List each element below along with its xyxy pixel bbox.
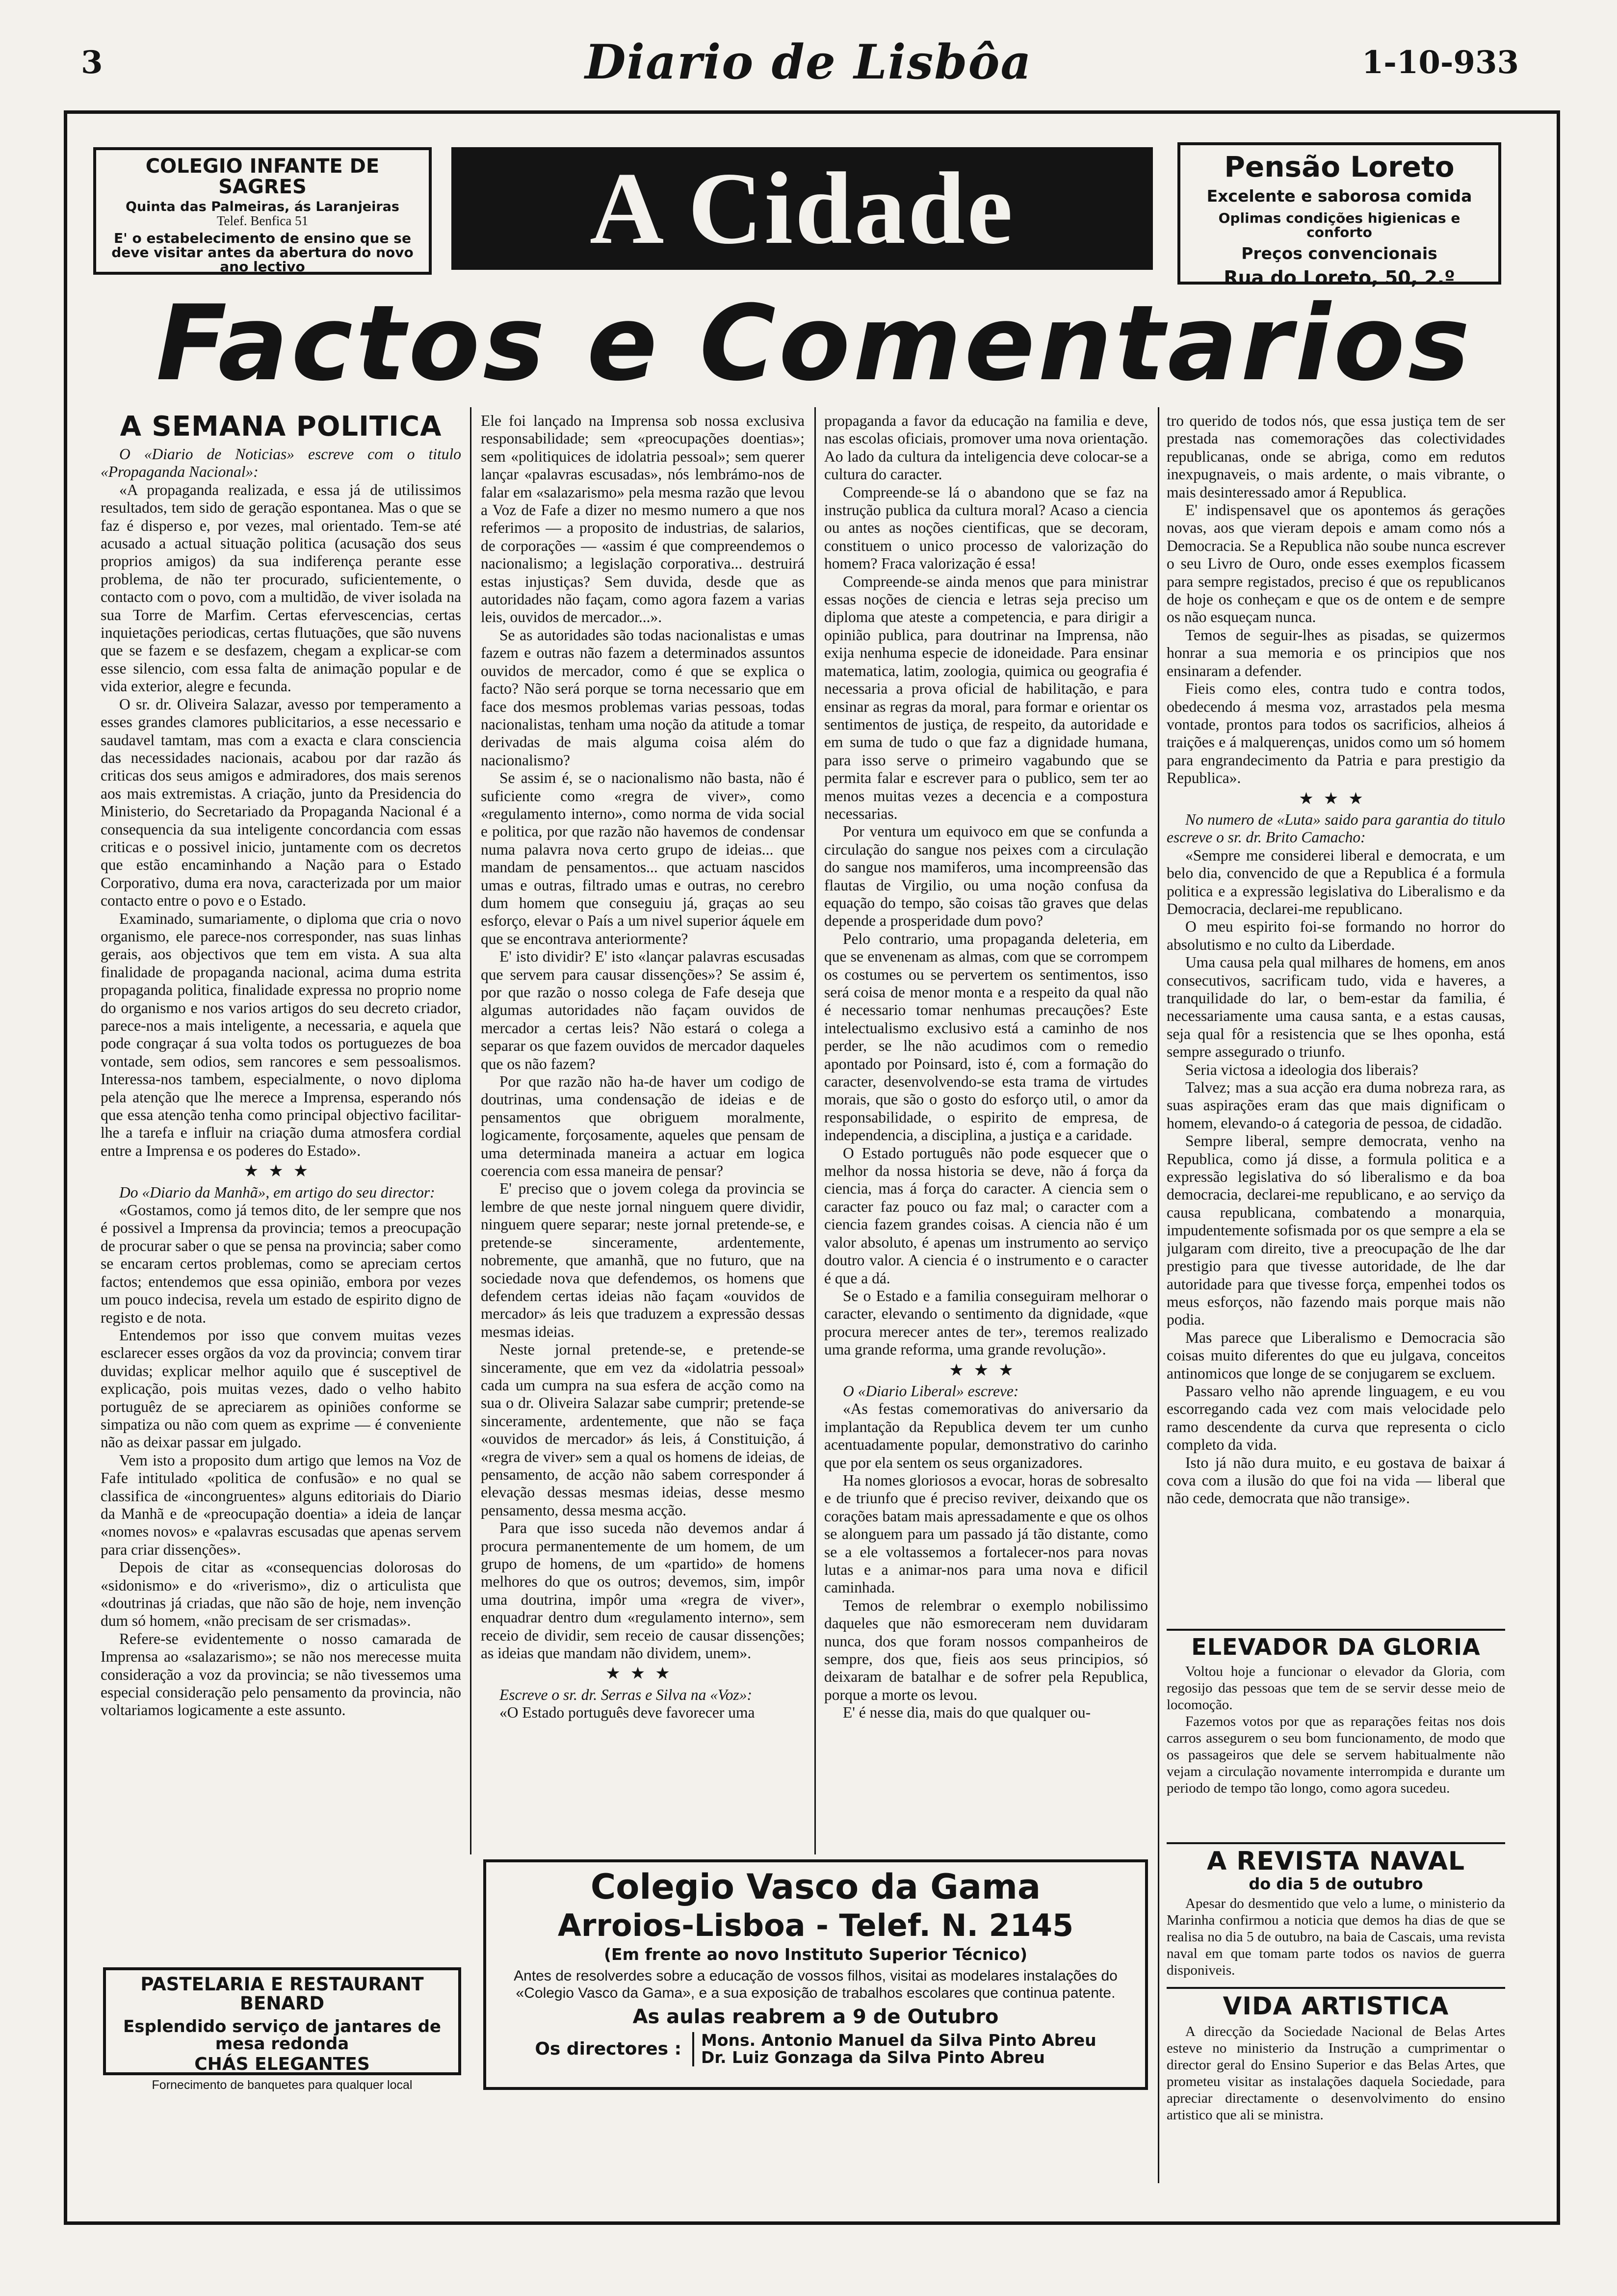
paragraph: Por ventura um equivoco em que se confunda a circulação do sangue nos peixes com a circulação do sangue nos mamiferos, uma incompreensão das flautas de Virgilio, ou uma noção confusa da equação do tempo, são coisas tão graves que delas depende a prosperidade dum povo? bbox=[824, 823, 1148, 930]
article-revista-naval bbox=[1167, 1847, 1505, 1984]
paragraph: Vem isto a proposito dum artigo que lemos na Voz de Fafe intitulado «politica de confusão» e no qual se classifica de «incongruentes» alguns editoriais do Diario da Manhã e de «preocupação doentia» a ideia de lançar «nomes novos» e «palavras escusadas que apenas servem para criar dissenções». bbox=[101, 1451, 461, 1558]
ad-line: Oplimas condições higienicas e conforto bbox=[1218, 209, 1461, 240]
paragraph: Ha nomes gloriosos a evocar, horas de sobresalto e de triunfo que é preciso reviver, deixando que os corações batam mais apressadamente e que os olhos se alonguem para um passado já tão distante, como se a ele voltassemos a fortalecer-nos para novas lutas e a animar-nos para uma nova e dificil caminhada. bbox=[824, 1471, 1148, 1596]
paragraph: Voltou hoje a funcionar o elevador da Gloria, com regosijo das pessoas que tem de se servir desse meio de locomoção. bbox=[1167, 1664, 1505, 1713]
paragraph: Temos de seguir-lhes as pisadas, se quizermos honrar a sua memoria e os principios que nos ensinaram a defender. bbox=[1167, 626, 1505, 679]
paragraph: tro querido de todos nós, que essa justiça tem de ser prestada nas comemorações das colectividades republicanas, onde se abriga, como em redutos inexpugnaveis, o mais ardente, o mais vibrante, o mais desinteressado amor á Republica. bbox=[1167, 412, 1505, 501]
issue-date: 1-10-933 bbox=[1361, 44, 1519, 81]
separator-stars: ★★★ bbox=[1299, 789, 1373, 808]
ad-pastelaria-benard bbox=[103, 1967, 461, 2092]
paragraph: Temos de relembrar o exemplo nobilissimo daqueles que não esmoreceram nem duvidaram nunca, dos que foram nossos companheiros de sempre, dos que, fieis aos seus principios, só deixaram de batalhar e de sofrer pela Republica, porque a morte os levou. bbox=[824, 1596, 1148, 1703]
paragraph: «As festas comemorativas do aniversario da implantação da Republica devem ter um cunho acentuadamente popular, demonstrativo do carinho que por ela sentem os seus organizadores. bbox=[824, 1400, 1148, 1471]
section-rule bbox=[1167, 1629, 1505, 1631]
separator-stars: ★★★ bbox=[605, 1665, 680, 1683]
paragraph: Examinado, sumariamente, o diploma que cria o novo organismo, ele parece-nos corresponder, nas suas linhas gerais, aos objectivos que tem em vista. A sua alta finalidade de propaganda nacional, acima duma estrita propaganda politica, finalidade expressa no proprio nome do organismo e nos varios artigos do seu decreto criador, parece-nos a mais inteligente, a necessaria, e aquela que pode congraçar á sua volta todos os portuguezes de boa vontade, sem odios, sem rancores e sem pessoalismos. Interessa-nos tambem, especialmente, o novo diploma pela atenção que lhe merece a Imprensa, esperando nós que essa atenção tenha como principal objectivo facilitar-lhe a tarefa e influir na criação duma atmosfera cordial entre a Imprensa e os poderes do Estado». bbox=[101, 910, 461, 1159]
newspaper-name: Diario de Lisbôa bbox=[585, 34, 1032, 90]
paragraph: Refere-se evidentemente o nosso camarada de Imprensa ao «salazarismo»; se não nos merecesse muita consideração a voz da provincia; se não tivessemos uma especial consideração pelo pensamento da provincia, não voltariamos logicamente a este assunto. bbox=[101, 1630, 461, 1719]
column-rule bbox=[1158, 407, 1159, 2183]
page-number: 3 bbox=[81, 44, 103, 81]
paragraph: Por que razão não ha-de haver um codigo de doutrinas, uma condensação de ideias e de pensamentos que obriguem moralmente, logicamente, forçosamente, aqueles que pensam de uma determinada maneira a actuar em logica coerencia com essa maneira de pensar? bbox=[481, 1073, 805, 1180]
ad-directors-list bbox=[692, 2032, 1096, 2066]
headline: Factos e Comentarios bbox=[156, 283, 1473, 404]
ad-line: CHÁS ELEGANTES bbox=[194, 2054, 370, 2075]
ad-title: COLEGIO INFANTE DE SAGRES bbox=[145, 155, 380, 198]
paragraph: Mas parece que Liberalismo e Democracia são coisas muito diferentes do que eu julgava, conceitos antinomicos que longe de se conjugarem se excluem. bbox=[1167, 1329, 1505, 1382]
ad-title: Pensão Loreto bbox=[1224, 150, 1455, 183]
ad-colegio-sagres bbox=[93, 147, 432, 275]
paragraph: propaganda a favor da educação na familia e deve, nas escolas oficiais, promover uma nova orientação. Ao lado da cultura da inteligencia deve colocar-se a cultura do caracter. bbox=[824, 412, 1148, 483]
article-intro: Escreve o sr. dr. Serras e Silva na «Voz»: bbox=[499, 1686, 753, 1703]
ad-line: Esplendido serviço de jantares de mesa redonda bbox=[123, 2016, 441, 2054]
paragraph: Entendemos por isso que convem muitas vezes esclarecer esses orgãos da voz da provincia; convem tirar duvidas; explicar melhor aquilo que é susceptivel de explicação, pois muitas vezes, dado o velho habito portuguêz de se apreciarem as opiniões conforme se simpatiza ou não com quem as exprime — é conveniente não as deixar passar em julgado. bbox=[101, 1326, 461, 1451]
paragraph: «O Estado português deve favorecer uma bbox=[499, 1704, 755, 1722]
ad-directors bbox=[498, 2032, 1133, 2066]
ad-line: Preços convencionais bbox=[1241, 244, 1437, 263]
paragraph: Talvez; mas a sua acção era duma nobreza rara, as suas aspirações eram das que mais dignificam o homem, elevando-o á categoria de pessoa, de cidadão. bbox=[1167, 1079, 1505, 1132]
paragraph: Uma causa pela qual milhares de homens, em anos consecutivos, sacrificam tudo, vida e haveres, a tranquilidade do lar, o bem-estar da familia, é necessariamente uma causa santa, e a estas causas, seja qual fôr a resistencia que se lhes oponha, está sempre assegurado o triunfo. bbox=[1167, 954, 1505, 1061]
paragraph: Neste jornal pretende-se, e pretende-se sinceramente, que em vez da «idolatria pessoal» cada um cumpra na sua esfera de acção como na sua o dr. Oliveira Salazar sabe cumprir; pretende-se sinceramente, ardentemente, que não se faça «ouvidos de mercador» ás leis, á Constituição, á «regra de viver» sem a qual os homens de ideias, de pensamento, de acção não sabem corresponder á elevação dessas mesmas ideias, desse mesmo pensamento, dessa mesma acção. bbox=[481, 1341, 805, 1519]
article-intro: No numero de «Luta» saido para garantia do titulo escreve o sr. dr. Brito Camacho: bbox=[1167, 810, 1505, 846]
article-title: VIDA ARTISTICA bbox=[1223, 1992, 1449, 2020]
paragraph: O Estado português não pode esquecer que o melhor da nossa historia se deve, não á força da ciencia, mas á força do caracter. A ciencia sem o caracter faz pouco ou faz mal; o caracter com a ciencia fazem grandes coisas. A ciencia não é um valor absoluto, é apenas um instrumento ao serviço doutro valor. A ciencia é o instrumento e o caracter é que a dá. bbox=[824, 1144, 1148, 1287]
ad-line: deve visitar antes da abertura do novo bbox=[111, 244, 414, 261]
ad-pensao-loreto bbox=[1177, 142, 1501, 288]
paragraph: Para que isso suceda não devemos andar á procura permanentemente de um homem, de um grupo de homens, de um «partido» de homens melhores do que os outros; devemos, sim, impôr uma doutrina, impôr uma «regra de viver», enquadrar dentro dum «regulamento interno», sem receio de dividir, sem receio de causar dissenções; as ideias que mandam não dividem, unem». bbox=[481, 1519, 805, 1662]
paragraph: E' é nesse dia, mais do que qualquer ou- bbox=[843, 1704, 1091, 1722]
ad-line: Rua do Loreto, 50, 2.º bbox=[1224, 266, 1455, 288]
ad-line: Arroios-Lisboa - Telef. N. 2145 bbox=[557, 1907, 1074, 1943]
article-intro: Do «Diario da Manhã», em artigo do seu director: bbox=[119, 1183, 435, 1201]
column-1 bbox=[101, 412, 461, 1957]
paragraph: Seria victosa a ideologia dos liberais? bbox=[1185, 1061, 1418, 1078]
section-rule bbox=[1167, 1987, 1505, 1989]
paragraph: O sr. dr. Oliveira Salazar, avesso por temperamento a esses grandes clamores publicitarios, a esse necessario e saudavel tamtam, mas com a exacta e clara consciencia das necessidades nacionais, acabou por dar razão ás criticas dos seus amigos e admiradores, dos mais serenos aos mais extremistas. A criação, junto da Presidencia do Ministerio, do Secretariado da Propaganda Nacional é a consequencia da sua inteligente concordancia com essas criticas e o possivel inicio, juntamente com os decretos que estão encaminhando a Nação para o Estado Corporativo, duma era nova, caracterizada por um maior contacto entre o povo e o Estado. bbox=[101, 695, 461, 910]
ad-line: Excelente e saborosa comida bbox=[1206, 186, 1472, 206]
paragraph: Apesar do desmentido que velo a lume, o ministerio da Marinha confirmou a noticia que demos ha dias de que se realisa no dia 5 de outubro, na baia de Cascais, uma revista naval em que tomam parte todos os navios de guerra disponiveis. bbox=[1167, 1896, 1505, 1978]
paragraph: Se o Estado e a familia conseguiram melhorar o caracter, elevando o sentimento da dignidade, «que procura merecer antes de ter», teremos realizado uma grande reforma, uma grande revolução». bbox=[824, 1287, 1148, 1358]
paragraph: Se assim é, se o nacionalismo não basta, não é suficiente como «regra de viver», como «regulamento interno», como norma de vida social e politica, por que razão não havemos de condensar numa palavra nova certo grupo de ideias... que mandam de pensamentos... que actuam nascidos umas e outras, filtrado umas e outras, no cerebro dum homem que conseguiu já, graças ao seu esforço, elevar o País a um nivel superior áquele em que se encontrava anteriormente? bbox=[481, 769, 805, 947]
section-heading: A SEMANA POLITICA bbox=[120, 412, 442, 443]
paragraph: «Sempre me considerei liberal e democrata, e um belo dia, convencido de que a Republica é a formula politica e a expressão legislativa do Liberalismo e da Democracia, declarei-me republicano. bbox=[1167, 846, 1505, 917]
ad-line: Os directores : bbox=[535, 2039, 681, 2060]
section-title: A Cidade bbox=[451, 147, 1153, 270]
column-3 bbox=[824, 412, 1148, 1854]
separator-stars: ★★★ bbox=[949, 1361, 1023, 1380]
paragraph: E' indispensavel que os apontemos ás gerações novas, aos que vieram depois e amam como nós a Democracia. Se a Republica não soube nunca escrever o seu Livro de Ouro, onde esses exemplos ficassem para sempre registados, preciso é que os republicanos de hoje os conheçam e que os de ontem e de sempre os não esqueçam nunca. bbox=[1167, 501, 1505, 626]
paragraph: Fazemos votos por que as reparações feitas nos dois carros assegurem o seu bom funcionamento, de modo que os passageiros que dele se servem habitualmente não vejam a circulação novamente interrompida e durante um periodo de tempo tão longo, como agora sucedeu. bbox=[1167, 1714, 1505, 1796]
article-subtitle: do dia 5 de outubro bbox=[1249, 1875, 1423, 1893]
ad-title: PASTELARIA E RESTAURANT BENARD bbox=[140, 1974, 424, 2014]
ad-line: (Em frente ao novo Instituto Superior Técnico) bbox=[603, 1944, 1028, 1964]
separator-stars: ★★★ bbox=[243, 1162, 318, 1181]
ad-line: E' o estabelecimento de ensino que se bbox=[114, 230, 411, 246]
paragraph: Sempre liberal, sempre democrata, venho na Republica, como já disse, a formula politica e a expressão legislativa do só liberalismo e da boa democracia, declarei-me republicano, e ao serviço da causa republicana, combatendo a monarquia, impudentemente sofismada por os que sempre a ela se julgaram com direito, tive a preocupação de lhe dar prestigio para que tivesse autoridade, de lhe dar autoridade para que tivesse força, empenhei todos os meus esforços, não fazendo mais porque mais não podia. bbox=[1167, 1132, 1505, 1329]
paragraph: Passaro velho não aprende linguagem, e eu vou escorregando cada vez com mais velocidade pelo ramo descendente da curva que representa o ciclo completo da vida. bbox=[1167, 1382, 1505, 1454]
column-4 bbox=[1167, 412, 1505, 1614]
column-rule bbox=[470, 407, 471, 1854]
ad-line: ano lectivo bbox=[220, 259, 305, 275]
paragraph: Se as autoridades são todas nacionalistas e umas fazem e outras não fazem a determinados assuntos ouvidos de mercador, como é que se explica o facto? Não será porque se torna necessario que em face dos mesmos problemas varias pessoas, todas nacionalistas, tenham uma noção da atitude a tomar derivadas de mais alguma coisa além do nacionalismo? bbox=[481, 626, 805, 769]
paragraph: Ele foi lançado na Imprensa sob nossa exclusiva responsabilidade; sem «preocupações doentias»; sem «politiquices de idolatria pessoal»; sem querer lançar «palavras escusadas», nós lembrámo-nos de falar em «salazarismo» pela mesma razão que levou a Voz de Fafe a dizer no mesmo numero a que nos referimos — a proposito de industrias, de salarios, de corporações — «assim é que compreendemos o nacionalismo; a legislação corporativa... destruirá estas injustiças? Sem duvida, desde que as autoridades não façam, como agora fazem a varias leis, ouvidos de mercador...». bbox=[481, 412, 805, 626]
paragraph: «A propaganda realizada, e essa já de utilissimos resultados, tem sido de geração espontanea. Mas o que se faz é disperso e, por vezes, mal orientado. Tem-se até acusado a actual situação politica (acusação dos seus proprios amigos) da sua indiferença perante esse problema, de não ter procurado, suficientemente, o contacto com o povo, com a multidão, de viver isolada na sua Torre de Marfim. Certas efervescencias, certas inquietações periodicas, certas flutuações, que são nuvens que se fazem e se desfazem, chegam a explicar-se com esse silencio, com essa falta de animação popular e de vida exterior, alegre e fecunda. bbox=[101, 481, 461, 695]
paragraph: Compreende-se lá o abandono que se faz na instrução publica da cultura moral? Acaso a ciencia ou antes as noções cientificas, que se decoram, constituem o unico processo de valorização do homem? Fraca valorização é essa! bbox=[824, 483, 1148, 573]
ad-line: Dr. Luiz Gonzaga da Silva Pinto Abreu bbox=[701, 2047, 1045, 2067]
article-intro: O «Diario de Noticias» escreve com o titulo «Propaganda Nacional»: bbox=[101, 445, 461, 481]
paragraph: A direcção da Sociedade Nacional de Belas Artes esteve no ministerio da Instrução a cumprimentar o director geral do Ensino Superior e das Belas Artes, que prometeu visitar as instalações daquela Sociedade, para apreciar directamente o desenvolvimento do ensino artistico que ali se ministra. bbox=[1167, 2024, 1505, 2123]
column-2 bbox=[481, 412, 805, 1854]
article-title: A REVISTA NAVAL bbox=[1206, 1847, 1465, 1876]
ad-colegio-vasco-da-gama bbox=[483, 1859, 1148, 2090]
ad-line: Telef. Benfica 51 bbox=[216, 213, 309, 229]
ad-line: As aulas reabrem a 9 de Outubro bbox=[632, 2006, 999, 2029]
ad-line: Fornecimento de banquetes para qualquer local bbox=[152, 2078, 413, 2092]
ad-line: Mons. Antonio Manuel da Silva Pinto Abreu bbox=[701, 2031, 1096, 2050]
paragraph: «Gostamos, como já temos dito, de ler sempre que nos é possivel a Imprensa da provincia; temos a preocupação de procurar saber o que se pensa na provincia; saber como se encaram certos problemas, como se apreciam certos factos; entendemos que essa opinião, embora por vezes um pouco indecisa, revela um estado de espirito digno de registo e de nota. bbox=[101, 1201, 461, 1326]
paragraph: Compreende-se ainda menos que para ministrar essas noções de ciencia e letras seja preciso um diploma que ateste a competencia, e para dirigir a opinião publica, para doutrinar na Imprensa, não exija nenhuma especie de idoneidade. Para ensinar matematica, latim, zoologia, quimica ou geografia é necessaria a prova oficial de habilitação, e para ensinar as regras da moral, para formar e orientar os sentimentos de justiça, de respeito, da autoridade e em suma de tudo o que faz a dignidade humana, para isso serve o primeiro vagabundo que se permita falar e escrever para o publico, sem ter ao menos muitas vezes a decencia e a compostura necessarias. bbox=[824, 573, 1148, 822]
paragraph: Fieis como eles, contra tudo e contra todos, obedecendo á mesma voz, arrastados pela mesma vontade, prontos para todos os sacrificios, alheios á traições e á malquerenças, unidos como um só homem para engrandecimento da Patria e para prestigio da Republica». bbox=[1167, 680, 1505, 787]
column-rule bbox=[814, 407, 816, 1854]
paragraph: E' isto dividir? E' isto «lançar palavras escusadas que servem para causar dissenções»? Se assim é, por que razão o nosso colega de Fafe deseja que algumas autoridades não façam ouvidos de mercador a certas leis? Não estará o colega a separar os que fazem ouvidos de mercador daqueles que os não fazem? bbox=[481, 948, 805, 1072]
article-intro: O «Diario Liberal» escreve: bbox=[843, 1382, 1019, 1400]
article-vida-artistica bbox=[1167, 1992, 1505, 2178]
paragraph: O meu espirito foi-se formando no horror do absolutismo e no culto da Liberdade. bbox=[1167, 918, 1505, 953]
ad-title: Colegio Vasco da Gama bbox=[590, 1867, 1041, 1907]
paragraph: Depois de citar as «consequencias dolorosas do «sidonismo» e do «riverismo», diz o articulista que «doutrinas já criadas, que não são de hoje, nem invenção dum só homem, «não precisam de ser crismadas». bbox=[101, 1559, 461, 1630]
article-title: ELEVADOR DA GLORIA bbox=[1191, 1634, 1481, 1660]
ad-line: Quinta das Palmeiras, ás Laranjeiras bbox=[126, 199, 399, 214]
section-rule bbox=[1167, 1842, 1505, 1844]
paragraph: E' preciso que o jovem colega da provincia se lembre de que neste jornal ninguem quere dividir, ninguem quere separar; neste jornal pretende-se, e pretende-se sinceramente, ardentemente, nobremente, que amanhã, que no futuro, que na sociedade nova que defendemos, os homens que defendem certas ideias não façam «ouvidos de mercador» ás leis que traduzem a expressão dessas mesmas ideias. bbox=[481, 1180, 805, 1340]
ad-line: Antes de resolverdes sobre a educação de vossos filhos, visitai as modelares instalações do «Colegio Vasco da Gama», e a sua exposição de trabalhos escolares que continua patente. bbox=[514, 1968, 1118, 2001]
paragraph: Pelo contrario, uma propaganda deleteria, em que se envenenam as almas, com que se corrompem os costumes ou se pervertem os sentimentos, isso será coisa de menor monta e a respeito da qual não é necessario tomar nenhumas precauções? Este intelectualismo exclusivo está a caminho de nos perder, se lhe não acudimos com o remedio apontado por Poinsard, isto é, com a formação do caracter, desenvolvendo-se esta trama de virtudes morais, que são o gosto do esforço util, o amor da responsabilidade, o espirito de empresa, de independencia, a disciplina, a justiça e a caridade. bbox=[824, 930, 1148, 1144]
paragraph: Isto já não dura muito, e eu gostava de baixar á cova com a ilusão do que foi na vida — liberal que não cede, democrata que não transige». bbox=[1167, 1454, 1505, 1507]
article-elevador bbox=[1167, 1634, 1505, 1840]
